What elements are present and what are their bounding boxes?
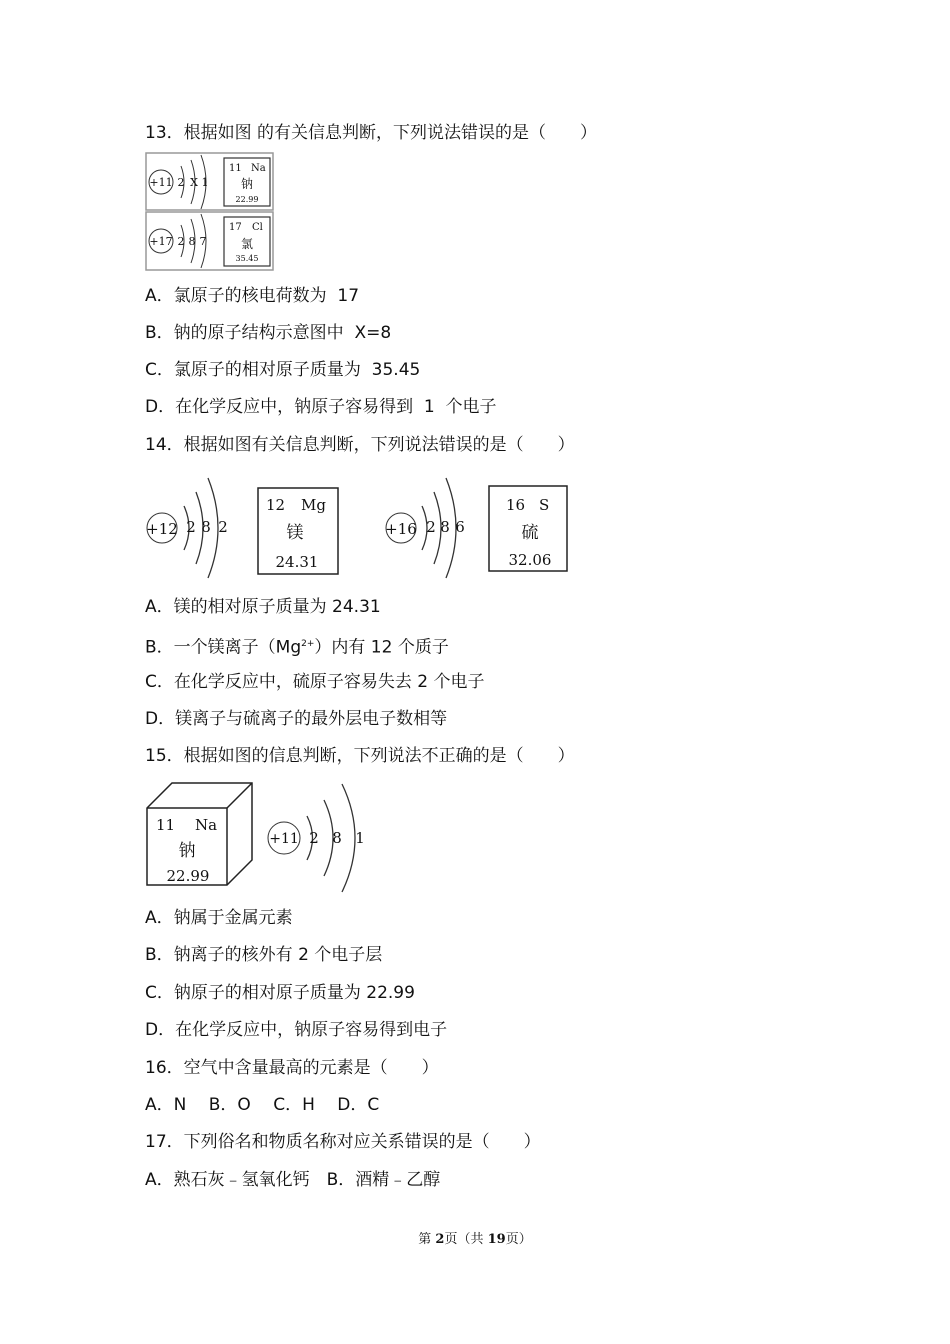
footer-pre: 第 bbox=[418, 1232, 436, 1247]
q14-stem: 14．根据如图有关信息判断，下列说法错误的是（ ） bbox=[145, 435, 575, 455]
na-shell-2: X bbox=[190, 176, 198, 189]
na-shell-1: 2 bbox=[177, 176, 185, 189]
q15-shell-3: 1 bbox=[355, 829, 365, 847]
q14-option-b-post: ）内有 12 个质子 bbox=[314, 637, 449, 658]
q13-figure bbox=[145, 152, 275, 272]
q15-nucleus-label: +11 bbox=[269, 831, 299, 847]
na-shell-3: 1 bbox=[201, 176, 209, 189]
s-shell-1: 2 bbox=[426, 518, 436, 536]
q13-stem: 13．根据如图 的有关信息判断，下列说法错误的是（ ） bbox=[145, 123, 598, 143]
q14-option-b-charge: 2+ bbox=[301, 639, 315, 649]
q13-option-c: C．氯原子的相对原子质量为 35.45 bbox=[145, 360, 421, 380]
mg-name: 镁 bbox=[286, 523, 304, 543]
mg-nucleus-label: +12 bbox=[146, 520, 178, 538]
q13-option-b: B．钠的原子结构示意图中 X=8 bbox=[145, 323, 392, 343]
mg-shell-1: 2 bbox=[186, 518, 196, 536]
cl-mass: 35.45 bbox=[235, 254, 259, 263]
cl-shell-2: 8 bbox=[188, 235, 196, 248]
q13-option-a: A．氯原子的核电荷数为 17 bbox=[145, 286, 360, 306]
s-mass: 32.06 bbox=[508, 551, 552, 569]
cl-shell-1: 2 bbox=[177, 235, 185, 248]
q15-option-a: A．钠属于金属元素 bbox=[145, 908, 293, 928]
q15-option-d: D．在化学反应中，钠原子容易得到电子 bbox=[145, 1020, 448, 1040]
footer-total: 19 bbox=[487, 1232, 506, 1247]
page-footer bbox=[0, 1228, 950, 1247]
q16-stem: 16．空气中含量最高的元素是（ ） bbox=[145, 1058, 439, 1078]
q14-option-b bbox=[145, 633, 449, 659]
q15-stem: 15．根据如图的信息判断，下列说法不正确的是（ ） bbox=[145, 746, 575, 766]
s-number: 16 bbox=[506, 496, 526, 514]
mg-number: 12 bbox=[266, 496, 286, 514]
na-name: 钠 bbox=[240, 177, 254, 191]
q15-option-b: B．钠离子的核外有 2 个电子层 bbox=[145, 945, 383, 965]
s-name: 硫 bbox=[521, 523, 539, 543]
cl-number: 17 bbox=[229, 222, 242, 233]
q13-option-d: D．在化学反应中，钠原子容易得到 1 个电子 bbox=[145, 397, 497, 417]
s-shell-2: 8 bbox=[440, 518, 450, 536]
cl-shell-3: 7 bbox=[199, 235, 207, 248]
q14-figure bbox=[144, 470, 574, 582]
q14-option-a: A．镁的相对原子质量为 24.31 bbox=[145, 597, 381, 617]
mg-symbol: Mg bbox=[301, 496, 326, 514]
q15-figure bbox=[144, 780, 374, 896]
na-symbol: Na bbox=[251, 163, 266, 174]
q17-options-line1: A．熟石灰﹣氢氧化钙 B．酒精﹣乙醇 bbox=[145, 1170, 441, 1190]
cl-name: 氯 bbox=[240, 237, 254, 251]
q14-option-c: C．在化学反应中，硫原子容易失去 2 个电子 bbox=[145, 672, 485, 692]
s-shell-3: 6 bbox=[455, 518, 465, 536]
na-nucleus-label: +11 bbox=[149, 176, 173, 189]
q15-option-c: C．钠原子的相对原子质量为 22.99 bbox=[145, 983, 415, 1003]
q15-name: 钠 bbox=[178, 841, 196, 861]
q15-number: 11 bbox=[156, 816, 176, 834]
na-number: 11 bbox=[229, 163, 242, 174]
footer-mid: 页（共 bbox=[444, 1232, 488, 1247]
q15-mass: 22.99 bbox=[166, 867, 210, 885]
cl-nucleus-label: +17 bbox=[149, 235, 173, 248]
q17-stem: 17．下列俗名和物质名称对应关系错误的是（ ） bbox=[145, 1132, 541, 1152]
q15-shell-2: 8 bbox=[332, 829, 342, 847]
q15-symbol: Na bbox=[195, 816, 218, 834]
s-symbol: S bbox=[539, 496, 550, 514]
q14-option-d: D．镁离子与硫离子的最外层电子数相等 bbox=[145, 709, 448, 729]
q15-shell-1: 2 bbox=[309, 829, 319, 847]
footer-page: 2 bbox=[435, 1232, 445, 1247]
q16-options: A．N B．O C．H D．C bbox=[145, 1095, 380, 1115]
mg-shell-2: 8 bbox=[201, 518, 211, 536]
mg-shell-3: 2 bbox=[218, 518, 228, 536]
na-mass: 22.99 bbox=[235, 195, 259, 204]
footer-post: 页） bbox=[505, 1232, 532, 1247]
mg-mass: 24.31 bbox=[275, 553, 319, 571]
cl-symbol: Cl bbox=[252, 222, 263, 233]
s-nucleus-label: +16 bbox=[385, 520, 417, 538]
q14-option-b-pre: B．一个镁离子（Mg bbox=[145, 637, 302, 658]
